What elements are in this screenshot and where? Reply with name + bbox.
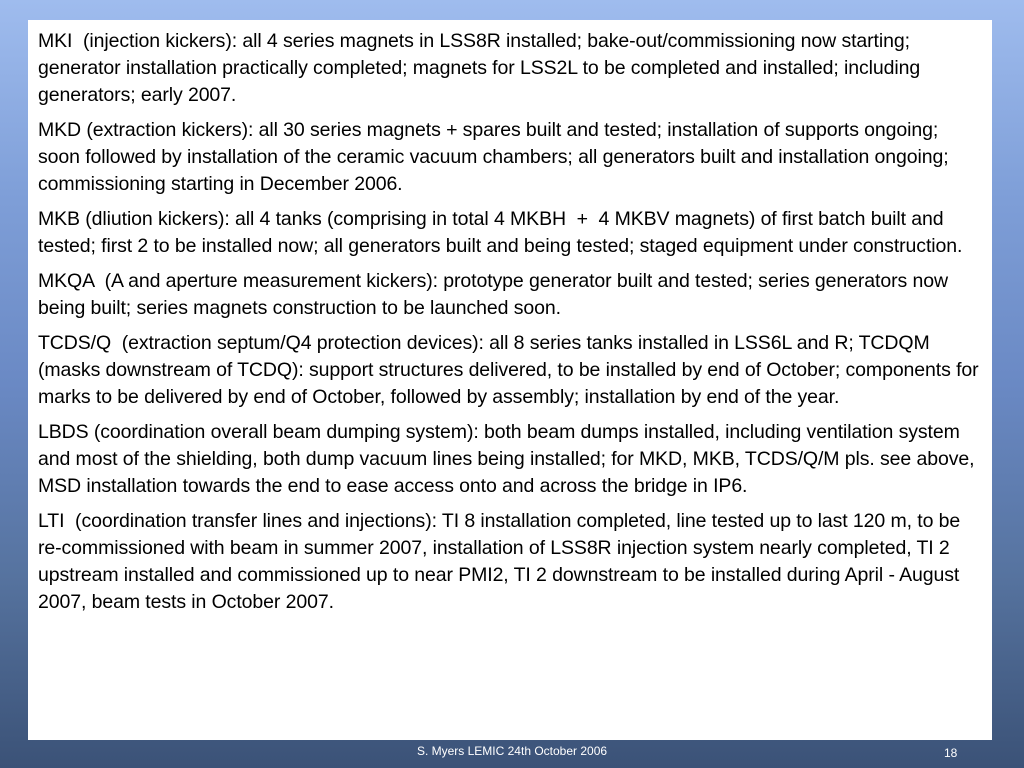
slide-footer (0, 744, 1024, 764)
paragraph-lti: LTI (coordination transfer lines and injections): TI 8 installation completed, line tested up to last 120 m, to be re-commissioned with beam in summer 2007, installation of LSS8R injection system nearly completed, TI 2 upstream installed and commissioned up to near PMI2, TI 2 downstream to be installed during April - August 2007, beam tests in October 2007. (38, 510, 966, 613)
slide-number: 18 (944, 746, 958, 760)
paragraph-mkd: MKD (extraction kickers): all 30 series magnets + spares built and tested; installation of supports ongoing; soon followed by installation of the ceramic vacuum chambers; all generators built and installation ongoing; commissioning starting in December 2006. (38, 119, 954, 195)
paragraph-lbds: LBDS (coordination overall beam dumping system): both beam dumps installed, including ventilation system and most of the shielding, both dump vacuum lines being installed; for MKD, MKB, TCDS/Q/M pls. see above, MSD installation towards the end to ease access onto and across the bridge in IP6. (38, 421, 980, 497)
paragraph-mki: MKI (injection kickers): all 4 series magnets in LSS8R installed; bake-out/commissioning now starting; generator installation practically completed; magnets for LSS2L to be completed and installed; including generators; early 2007. (38, 30, 926, 106)
paragraph-tcds: TCDS/Q (extraction septum/Q4 protection devices): all 8 series tanks installed in LSS6L and R; TCDQM (masks downstream of TCDQ): support structures delivered, to be installed by end of October; components for marks to be delivered by end of October, followed by assembly; installation by end of the year. (38, 332, 984, 408)
paragraph-mkqa: MKQA (A and aperture measurement kickers): prototype generator built and tested; series generators now being built; series magnets construction to be launched soon. (38, 270, 954, 319)
content-panel (28, 20, 992, 740)
footer-text: S. Myers LEMIC 24th October 2006 (416, 744, 608, 758)
paragraph-mkb: MKB (dliution kickers): all 4 tanks (comprising in total 4 MKBH + 4 MKBV magnets) of first batch built and tested; first 2 to be installed now; all generators built and being tested; staged equipment under construction. (38, 208, 963, 257)
